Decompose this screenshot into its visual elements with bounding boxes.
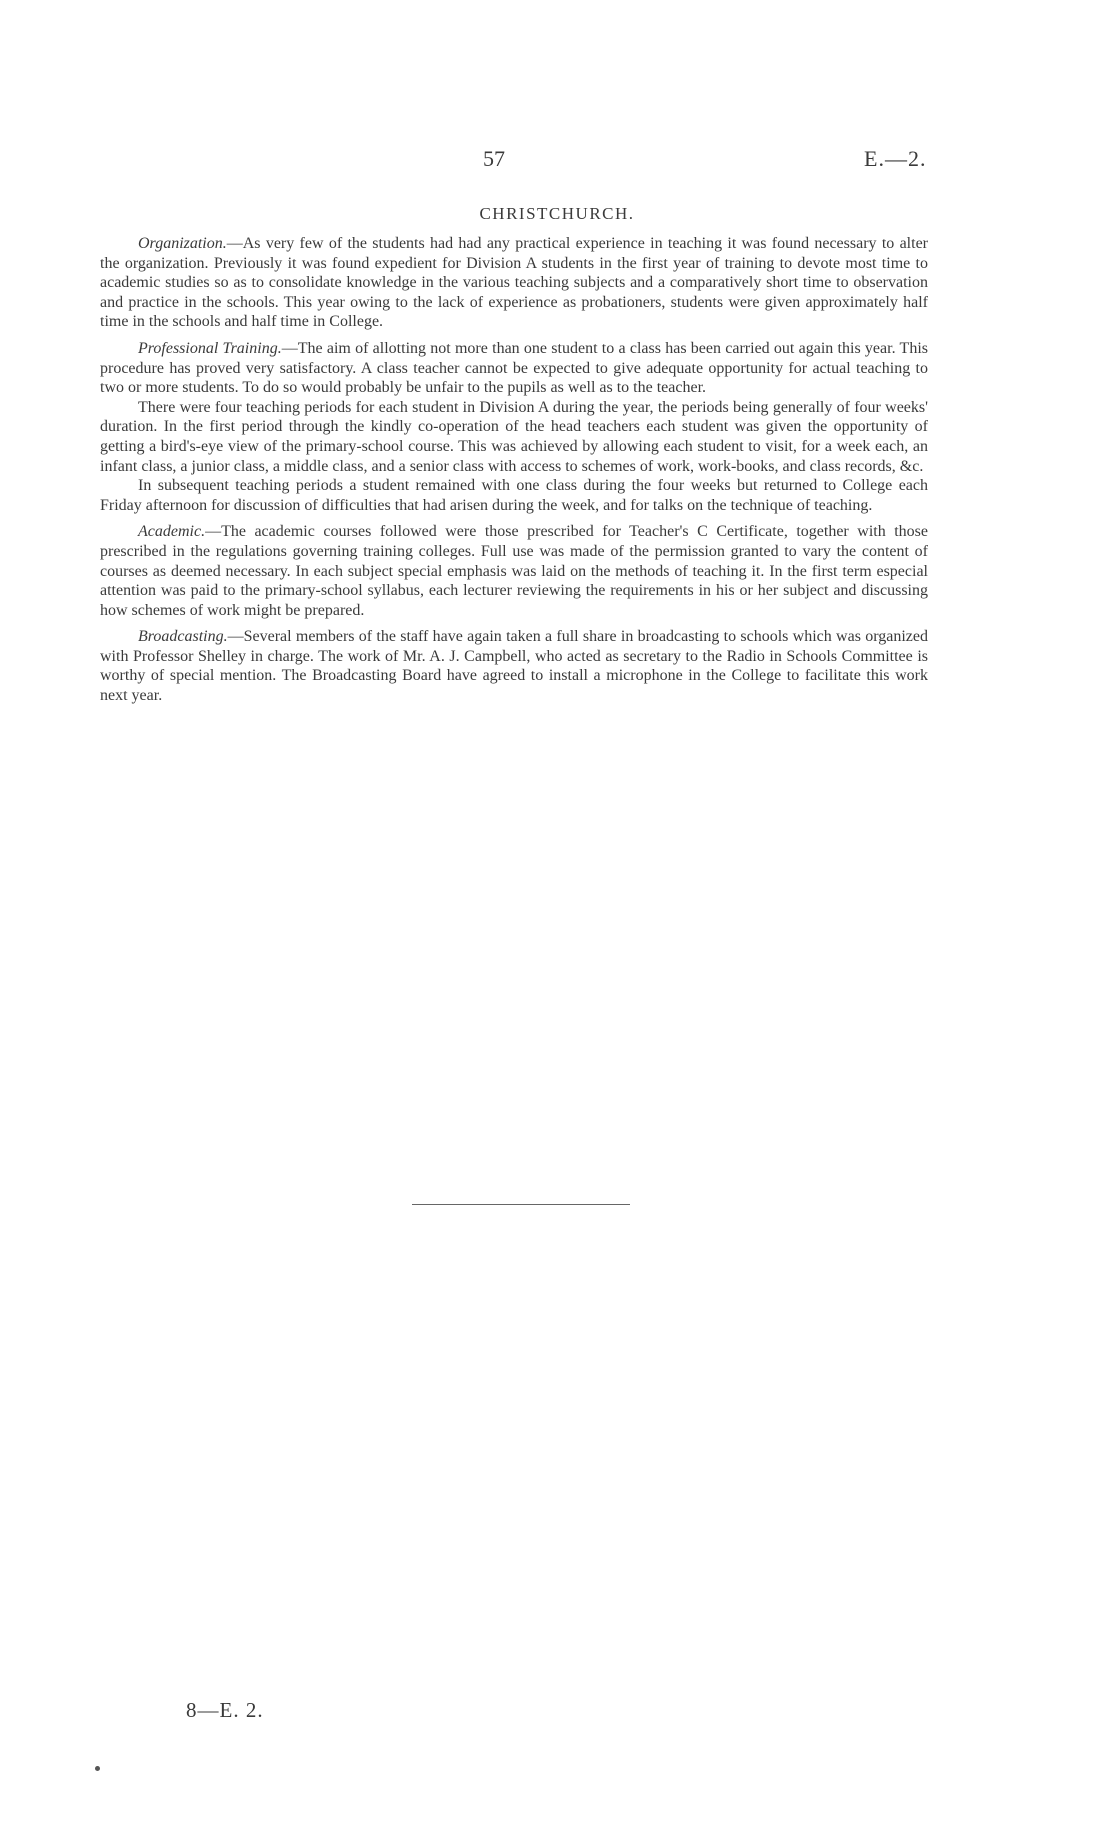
paragraph-teaching-periods <box>100 398 928 476</box>
paragraph-broadcasting <box>100 627 928 705</box>
paragraph-lead: Organization. <box>138 235 227 252</box>
paragraph-text: There were four teaching periods for each student in Division A during the year, the periods being generally of four weeks' duration. In the first period through the kindly co-operation of the head teachers each student was given the opportunity of getting a bird's-eye view of the primary-school course. This was achieved by allowing each student to visit, for a week each, an infant class, a junior class, a middle class, and a senior class with access to schemes of work, work-books, and class records, &c. <box>100 398 928 475</box>
paragraph-subsequent-periods <box>100 476 928 515</box>
paragraph-text: —Several members of the staff have again taken a full share in broadcasting to schools which was organized with Professor Shelley in charge. The work of Mr. A. J. Campbell, who acted as secretary to the Radio in Schools Committee is worthy of special mention. The Broadcasting Board have agreed to install a microphone in the College to facilitate this work next year. <box>100 628 928 705</box>
paragraph-lead: Broadcasting. <box>138 628 228 646</box>
section-divider <box>412 1204 630 1205</box>
section-title: CHRISTCHURCH. <box>479 204 635 223</box>
paragraph-lead: Academic. <box>138 523 206 541</box>
paragraph-text: —As very few of the students had had any practical experience in teaching it was found necessary to alter the organization. Previously it was found expedient for Division A students in the first year of training to devote most time to academic studies so as to consolidate knowledge in the various teaching subjects and a comparatively short time to observation and practice in the schools. This year owing to the lack of experience as probationers, students were given approximately half time in the schools and half time in College. <box>100 235 928 331</box>
paragraph-professional-training <box>100 339 928 398</box>
paragraph-academic <box>100 522 928 620</box>
paragraph-text: In subsequent teaching periods a student remained with one class during the four weeks but returned to College each Friday afternoon for discussion of difficulties that had arisen during the week, and for talks on the technique of teaching. <box>100 477 928 514</box>
footer-reference: 8—E. 2. <box>186 1698 264 1722</box>
document-reference: E.—2. <box>864 146 927 171</box>
body-text <box>100 234 928 713</box>
paragraph-text: —The aim of allotting not more than one student to a class has been carried out again this year. This procedure has proved very satisfactory. A class teacher cannot be expected to give adequate opportunity for actual teaching to two or more students. To do so would probably be unfair to the pupils as well as to the teacher. <box>100 339 929 397</box>
paragraph-organization <box>100 234 928 332</box>
paragraph-text: —The academic courses followed were those prescribed for Teacher's C Certificate, together with those prescribed in the regulations governing training colleges. Full use was made of the permission granted to vary the content of courses as deemed necessary. In each subject special emphasis was laid on the methods of teaching it. In the first term especial attention was paid to the primary-school syllabus, each lecturer reviewing the requirements in his or her subject and discussing how schemes of work might be prepared. <box>100 523 928 619</box>
ink-speck <box>95 1766 100 1771</box>
page-number: 57 <box>483 146 505 171</box>
paragraph-lead: Professional Training. <box>138 339 282 357</box>
